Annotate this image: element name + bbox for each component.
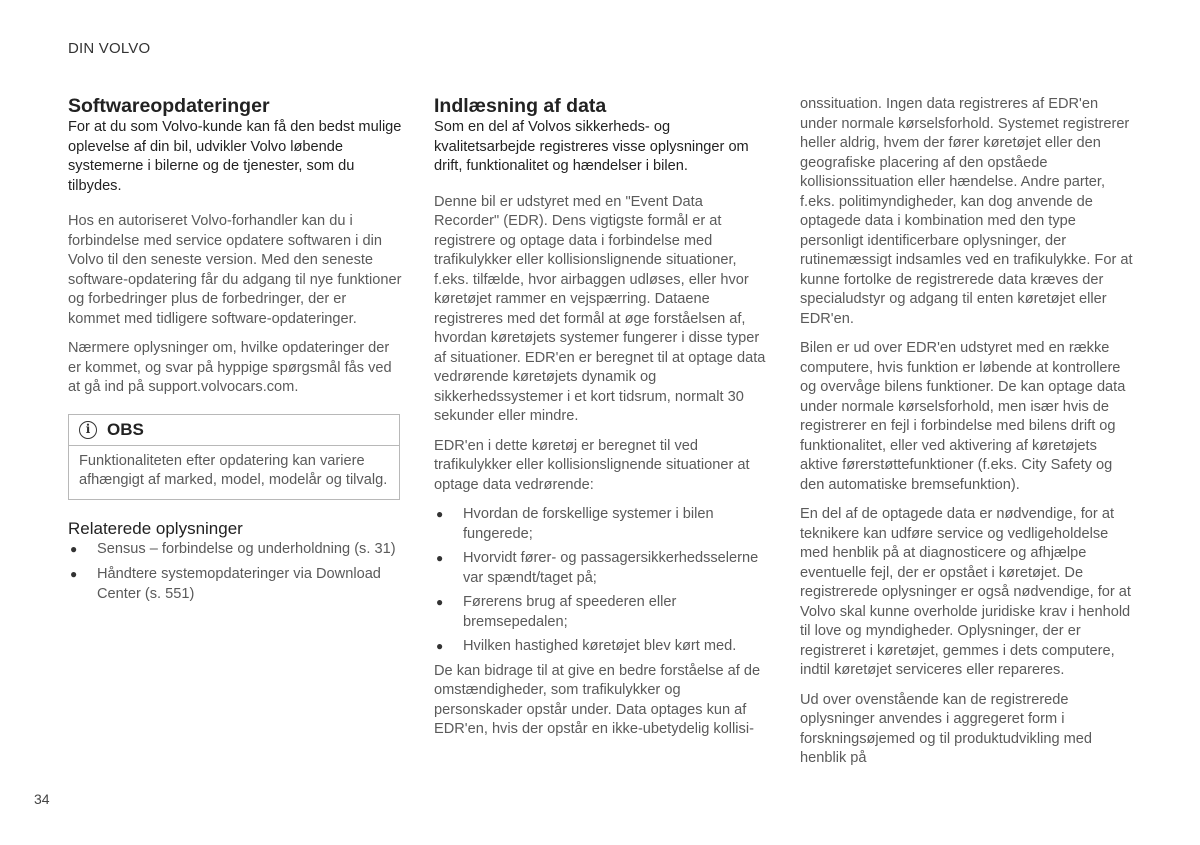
column-data-recording-continued (800, 95, 1134, 779)
related-info-title: Relaterede oplysninger (68, 518, 243, 538)
related-link[interactable]: ● Sensus – forbindelse og underholdning (s. 31) (70, 540, 396, 557)
obs-text: Funktionaliteten efter opdatering kan variere afhængigt af marked, model, modelår og tilvalg. (79, 452, 388, 488)
section-title-data: Indlæsning af data (434, 95, 607, 117)
obs-note-box (68, 414, 400, 500)
column-software-updates (68, 94, 402, 610)
paragraph: En del af de optagede data er nødvendige, for at teknikere kan udføre service og vedligeholdelse med henblik på at diagnosticere og afhjælpe eventuelle fejl, der er opstået i køretøjet. De registrerede oplysninger er også nødvendige, for at Volvo skal kunne overholde juridiske krav i henhold til love og myndigheder. Oplysninger, der er registreret i køretøjet, gemmes i dets computere, indtil køretøjet serviceres eller repareres. (800, 506, 1131, 678)
obs-title: OBS (107, 419, 144, 439)
info-icon: i (79, 421, 97, 439)
list-item: ● Førerens brug af speederen eller bremsepedalen; (436, 594, 677, 630)
list-item: ● Hvordan de forskellige systemer i bilen fungerede; (436, 506, 714, 542)
running-header: DIN VOLVO (68, 40, 151, 57)
paragraph: Ud over ovenstående kan de registrerede oplysninger anvendes i aggregeret form i forskningsøjemed og til produktudvikling med henblik på (800, 691, 1093, 766)
paragraph: Nærmere oplysninger om, hvilke opdateringer der er kommet, og svar på hyppige spørgsmål fås ved at gå ind på support.volvocars.com. (68, 340, 392, 395)
obs-header (69, 415, 399, 446)
related-link[interactable]: ● Håndtere systemopdateringer via Download Center (s. 551) (70, 566, 381, 602)
page-number: 34 (34, 791, 50, 807)
paragraph: Hos en autoriseret Volvo-forhandler kan du i forbindelse med service opdatere softwaren i din Volvo til den seneste version. Med den seneste software-opdatering får du adgang til nye funktioner og forbedringer plus de forbedringer, der er kommet med tidligere software-opdateringer. (68, 213, 402, 327)
paragraph: De kan bidrage til at give en bedre forståelse af de omstændigheder, som trafikulykker og personskader opstår under. Data optages kun af EDR'en, hvis der opstår en ikke-ubetydelig kollisi- (434, 662, 761, 737)
paragraph: Bilen er ud over EDR'en udstyret med en række computere, hvis funktion er løbende at kontrollere og overvåge bilens funktioner. De kan optage data under normale kørselsforhold, men især hvis de registrerer en fejl i forbindelse med bilens drift og funktionalitet, eller ved aktivering af køretøjets aktive førerstøttefunktioner (f.eks. City Safety og den automatiske bremsefunktion). (800, 340, 1126, 493)
list-item: ● Hvorvidt fører- og passagersikkerhedsselerne var spændt/taget på; (436, 550, 759, 586)
section-title-software: Softwareopdateringer (68, 95, 270, 117)
paragraph: onssituation. Ingen data registreres af EDR'en under normale kørselsforhold. Systemet registrerer heller aldrig, hvem der fører køretøjet eller den geografiske placering af den opståede kollisionssituation eller hændelse. Andre parter, f.eks. politimyndigheder, kan dog anvende de optagede data i kombination med den type personligt identificerbare oplysninger, der rutinemæssigt indsamles ved en trafikulykke. For at kunne fortolke de registrerede data kræves der specialudstyr og adgang til enten køretøjet eller EDR'en. (800, 96, 1133, 327)
list-item: ● Hvilken hastighed køretøjet blev kørt med. (436, 638, 737, 654)
edr-data-list (434, 505, 768, 657)
column-data-recording (434, 94, 768, 750)
lead-paragraph: For at du som Volvo-kunde kan få den bedst mulige oplevelse af din bil, udvikler Volvo løbende systemerne i bilerne og de tjenester, som du tilbydes. (68, 119, 402, 194)
paragraph: EDR'en i dette køretøj er beregnet til ved trafikulykker eller kollisionslignende situationer at optage data vedrørende: (434, 437, 750, 493)
lead-paragraph: Som en del af Volvos sikkerheds- og kvalitetsarbejde registreres visse oplysninger om drift, funktionalitet og hændelser i bilen. (434, 119, 749, 174)
paragraph: Denne bil er udstyret med en "Event Data Recorder" (EDR). Dens vigtigste formål er at registrere og optage data i forbindelse med trafikulykker eller kollisionslignende situationer, f.eks. tilfælde, hvor airbaggen udløses, eller hvor køretøjet rammer en vejspærring. Dataene registreres med det formål at øge forståelsen af, hvordan køretøjets systemer fungerer i disse typer af situationer. EDR'en er beregnet til at optage data vedrørende køretøjets dynamik og sikkerhedssystemer i et kort tidsrum, normalt 30 sekunder eller mindre. (434, 193, 766, 424)
related-info-list (68, 540, 402, 605)
